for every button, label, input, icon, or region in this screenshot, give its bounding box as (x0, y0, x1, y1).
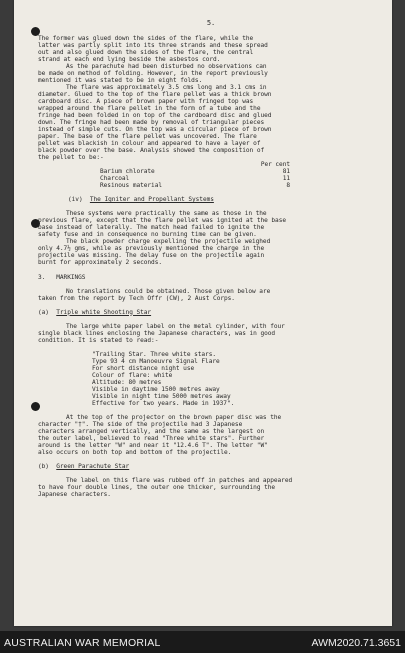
text-line: also occurs on both top and bottom of the projectile. (38, 448, 232, 456)
text-line: Colour of flare: white (92, 371, 173, 379)
page-number: 5. (206, 19, 216, 27)
text-line: The label on this flare was rubbed off in patches and appeared (66, 476, 293, 484)
text-line: single black lines enclosing the Japanese characters, was in good (38, 329, 276, 337)
flare-paragraph (38, 84, 384, 161)
composition-value: 81 (282, 168, 290, 176)
text-line: wrapped around the flare pellet in the form of a tube and the (38, 105, 261, 113)
section-3-heading (38, 274, 384, 281)
section-number: 3. (38, 273, 46, 281)
section-label: (a) (38, 308, 49, 316)
label-translation-quote (92, 351, 384, 407)
composition-value: 8 (286, 182, 290, 190)
text-line: For short distance night use (92, 364, 195, 372)
section-title: Green Parachute Star (56, 462, 130, 470)
text-line: black powder over the base. Analysis showed the composition of (38, 147, 265, 155)
text-line: previous flare, except that the flare pellet was ignited at the base (38, 217, 286, 225)
text-line: instead of simple cuts. On the top was a circular piece of brown (38, 126, 272, 134)
text-line: At the top of the projector on the brown paper disc was the (66, 413, 282, 421)
text-line: strand at each end lying beside the asbestos cord. (38, 56, 221, 64)
text-line: The flare was approximately 3.5 cms long and 3.1 cms in (66, 84, 267, 92)
section-b-heading (38, 463, 384, 470)
text-line: the outer label, believed to read "Three white stars". Further (38, 434, 265, 442)
text-line: taken from the report by Tech Offr (CW), 2 Aust Corps. (38, 294, 235, 302)
accession-number: AWM2020.71.3651 (311, 637, 401, 649)
text-line: As the parachute had been disturbed no observations can (66, 63, 267, 71)
text-line: safety fuse and in consequence no burning time can be given. (38, 231, 257, 239)
text-line: characters arranged vertically, and the same as the largest on (38, 427, 265, 435)
text-line: fringe had been folded in on top of the cardboard disc and glued (38, 112, 272, 120)
section-iv-heading (68, 196, 384, 203)
text-line: "Trailing Star. Three white stars. (92, 350, 216, 358)
intro-paragraph (38, 35, 384, 63)
composition-name: Barium chlorate (100, 168, 155, 176)
projector-paragraph (38, 414, 384, 456)
document-page (14, 0, 392, 626)
green-star-paragraph (38, 477, 384, 498)
text-line: pellet was blackish in colour and appeared to have a layer of (38, 140, 261, 148)
section-title: MARKINGS (56, 273, 86, 281)
text-line: diameter. Glued to the top of the flare pellet was a thick brown (38, 91, 272, 99)
text-line: Type 93 4 cm Manoeuvre Signal Flare (92, 357, 220, 365)
text-line: burnt for approximately 2 seconds. (38, 259, 162, 267)
section-number: (iv) (68, 196, 83, 204)
text-line: The black powder charge expelling the projectile weighed (66, 238, 271, 246)
text-line: No translations could be obtained. Those given below are (66, 287, 271, 295)
composition-table (38, 161, 384, 189)
text-line: down. The fringe had been made by removal of triangular pieces (38, 119, 265, 127)
text-line: cardboard disc. A piece of brown paper with fringed top was (38, 98, 254, 106)
text-line: paper. The base of the flare pellet was uncovered. The flare (38, 133, 257, 141)
text-line: Effective for two years. Made in 1937". (92, 399, 235, 407)
text-line: character "†". The side of the projectile had 3 Japanese (38, 420, 243, 428)
markings-paragraph (38, 288, 384, 302)
text-line: projectile was missing. The delay fuse on the projectile again (38, 252, 265, 260)
page-body (38, 20, 384, 498)
text-line: the pellet to be:- (38, 154, 104, 162)
composition-name: Charcoal (100, 175, 130, 183)
section-title: The Igniter and Propellant Systems (89, 196, 214, 204)
text-line: Japanese characters. (38, 490, 111, 498)
text-line: out and also glued down the sides of the flare, the central (38, 49, 254, 57)
archive-footer-bar (0, 631, 405, 653)
section-label: (b) (38, 462, 49, 470)
text-line: latter was partly split into its three strands and these spread (38, 42, 268, 50)
text-line: condition. It is stated to read:- (38, 336, 159, 344)
text-line: Altitude: 80 metres (92, 378, 162, 386)
parachute-paragraph (38, 63, 384, 84)
archive-name: AUSTRALIAN WAR MEMORIAL (4, 637, 161, 649)
section-a-heading (38, 309, 384, 316)
section-title: Triple white Shooting Star (56, 308, 152, 316)
text-line: Visible in daytime 1500 metres away (92, 385, 220, 393)
text-line: to have four double lines, the outer one thicker, surrounding the (38, 483, 276, 491)
composition-name: Resinous material (100, 182, 162, 190)
text-line: The former was glued down the sides of the flare, while the (38, 35, 254, 43)
text-line: be made on method of folding. However, in the report previously (38, 70, 268, 78)
composition-value: 11 (282, 175, 290, 183)
igniter-paragraph-2 (38, 238, 384, 266)
text-line: Visible in night time 5000 metres away (92, 392, 231, 400)
text-line: around is the letter "W" and near it "12.4.6 T". The letter "W" (38, 441, 268, 449)
text-line: The large white paper label on the metal cylinder, with four (66, 322, 285, 330)
composition-header: Per cent (260, 161, 290, 169)
text-line: mentioned it was stated to be in eight folds. (38, 77, 203, 85)
label-paragraph (38, 323, 384, 344)
igniter-paragraph-1 (38, 210, 384, 238)
text-line: only 4.7½ gms, while as previously mentioned the charge in the (38, 245, 265, 253)
text-line: base instead of laterally. The match head failed to ignite the (38, 224, 265, 232)
text-line: These systems were practically the same as those in the (66, 210, 267, 218)
